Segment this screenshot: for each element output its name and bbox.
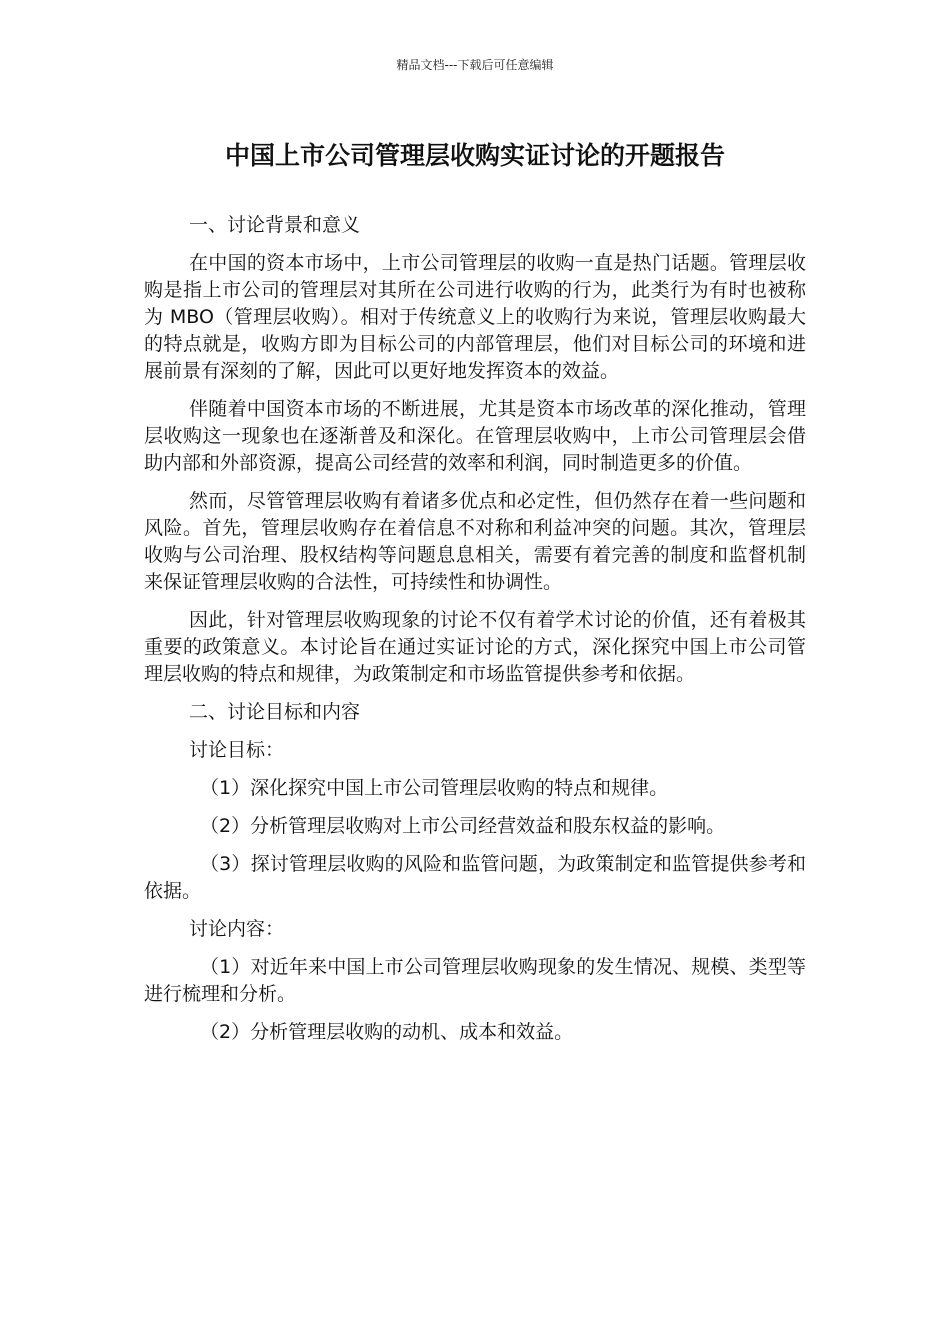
content-item: （2）分析管理层收购的动机、成本和效益。	[200, 1021, 574, 1043]
content-label: 讨论内容：	[189, 918, 285, 940]
document-title: 中国上市公司管理层收购实证讨论的开题报告	[224, 141, 725, 170]
paragraph: 在中国的资本市场中，上市公司管理层的收购一直是热门话题。管理层收购是指上市公司的管理层对其所在公司进行收购的行为，此类行为有时也被称为 MBO（管理层收购）。相对于传统意义上的收购行为来说，管理层收购最大的特点就是，收购方即为目标公司的内部管理层，他们对目标公司的环境和进展前景有深刻的了解，因此可以更好地发挥资本的效益。	[144, 252, 806, 382]
document-body	[144, 212, 806, 1057]
goal-item: （2）分析管理层收购对上市公司经营效益和股东权益的影响。	[200, 815, 726, 837]
paragraph: 因此，针对管理层收购现象的讨论不仅有着学术讨论的价值，还有着极其重要的政策意义。本讨论旨在通过实证讨论的方式，深化探究中国上市公司管理层收购的特点和规律，为政策制定和市场监管提供参考和依据。	[144, 609, 806, 685]
goal-item: （3）探讨管理层收购的风险和监管问题，为政策制定和监管提供参考和依据。	[144, 853, 806, 902]
goals-label: 讨论目标：	[189, 739, 285, 761]
section-heading-background: 一、讨论背景和意义	[189, 214, 361, 236]
content-item: （1）对近年来中国上市公司管理层收购现象的发生情况、规模、类型等进行梳理和分析。	[144, 956, 806, 1005]
section-heading-goals-content: 二、讨论目标和内容	[189, 701, 361, 723]
paragraph: 伴随着中国资本市场的不断进展，尤其是资本市场改革的深化推动，管理层收购这一现象也在逐渐普及和深化。在管理层收购中，上市公司管理层会借助内部和外部资源，提高公司经营的效率和利润，同时制造更多的价值。	[144, 398, 806, 474]
header-note: 精品文档---下载后可任意编辑	[396, 58, 554, 72]
paragraph: 然而，尽管管理层收购有着诸多优点和必定性，但仍然存在着一些问题和风险。首先，管理层收购存在着信息不对称和利益冲突的问题。其次，管理层收购与公司治理、股权结构等问题息息相关，需要有着完善的制度和监督机制来保证管理层收购的合法性，可持续性和协调性。	[144, 490, 806, 593]
goal-item: （1）深化探究中国上市公司管理层收购的特点和规律。	[200, 777, 669, 799]
